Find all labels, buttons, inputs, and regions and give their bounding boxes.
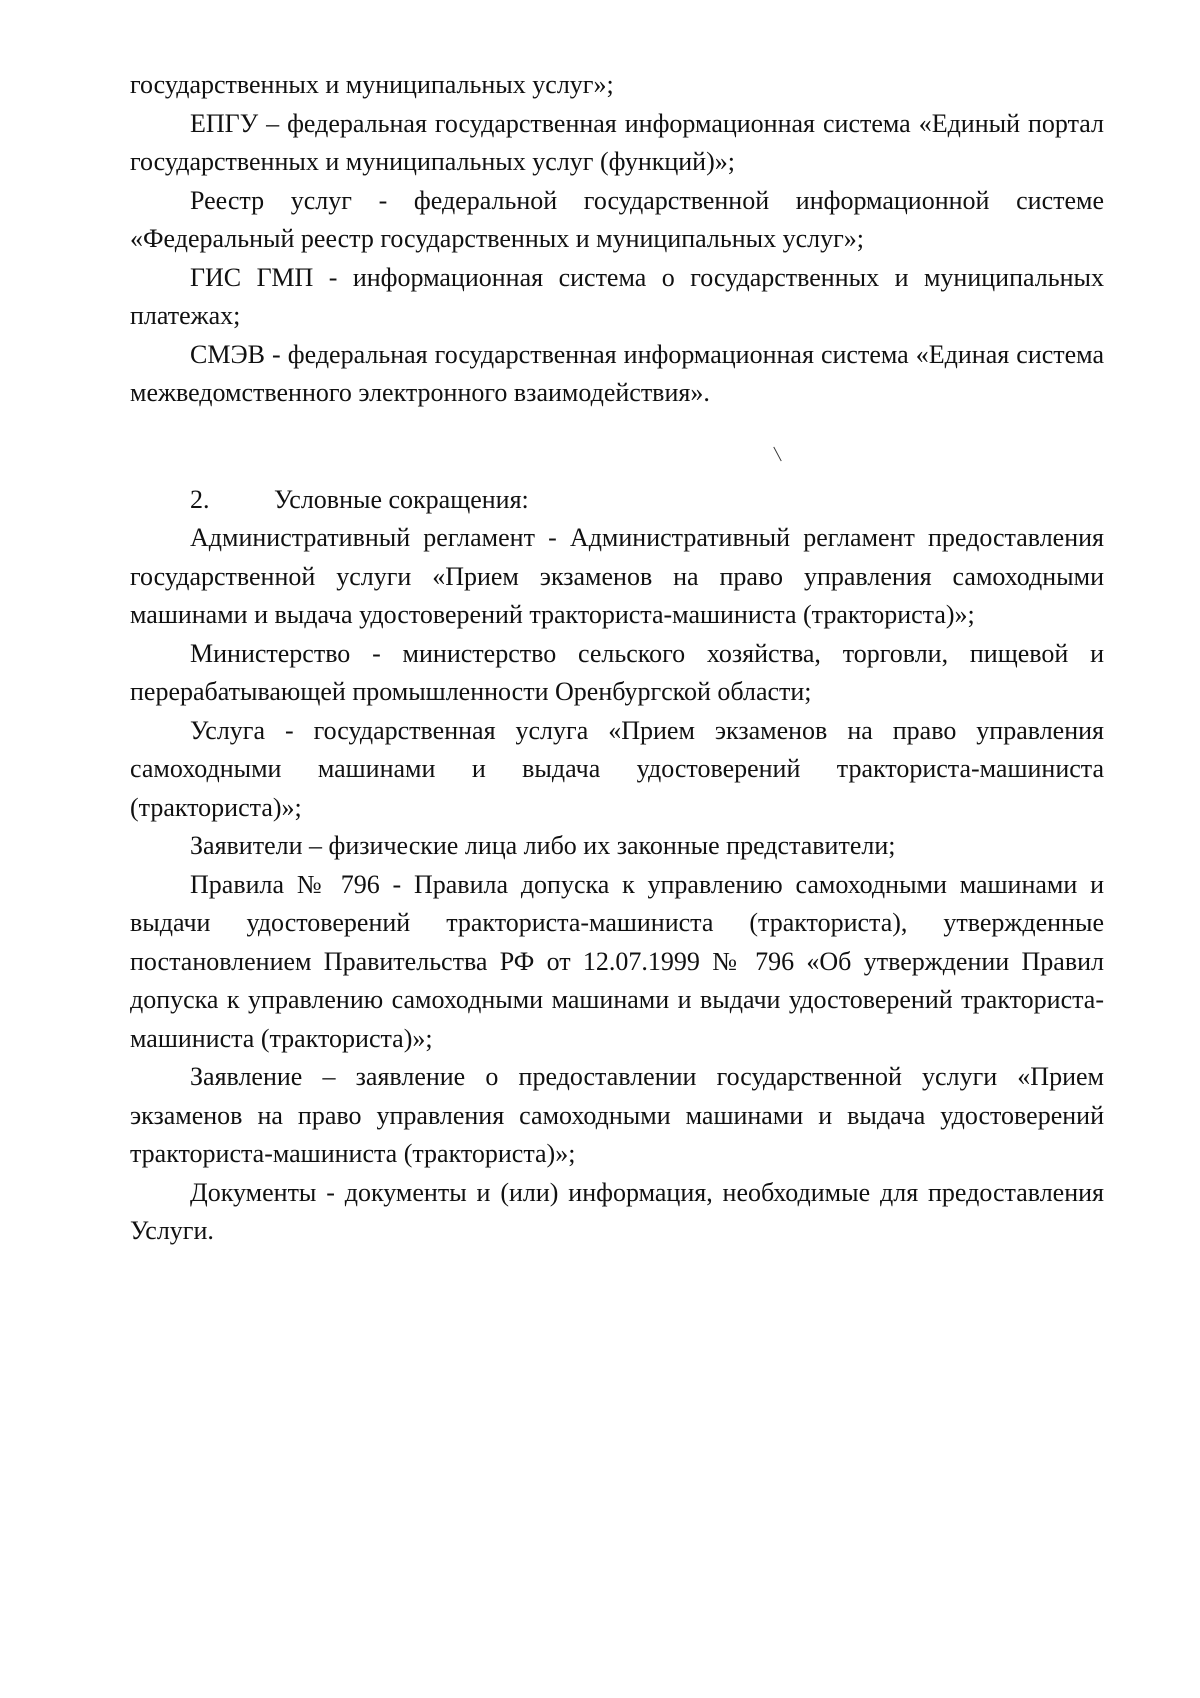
paragraph-gis-gmp: ГИС ГМП - информационная система о государственных и муниципальных платежах; — [130, 262, 1104, 330]
scan-artifact-mark — [773, 447, 781, 462]
paragraph-applicants: Заявители – физические лица либо их законные представители; — [190, 831, 896, 860]
paragraph-documents: Документы - документы и (или) информация, необходимые для предоставления Услуги. — [130, 1177, 1104, 1245]
paragraph-application: Заявление – заявление о предоставлении государственной услуги «Прием экзаменов на право управления самоходными машинами и выдача удостоверений тракториста-машиниста (тракториста)»; — [130, 1062, 1104, 1168]
section-title: Условные сокращения: — [274, 485, 529, 514]
paragraph-ministry: Министерство - министерство сельского хозяйства, торговли, пищевой и перерабатывающей промышленности Оренбургской области; — [130, 638, 1104, 706]
section-2-abbreviations — [130, 519, 1104, 1251]
paragraph-continuation: государственных и муниципальных услуг»; — [130, 70, 614, 99]
section-2-heading — [190, 481, 529, 520]
paragraph-service: Услуга - государственная услуга «Прием экзаменов на право управления самоходными машинами и выдача удостоверений тракториста-машиниста (тракториста)»; — [130, 715, 1104, 822]
paragraph-smev: СМЭВ - федеральная государственная информационная система «Единая система межведомственного электронного взаимодействия». — [130, 339, 1104, 407]
paragraph-epgu: ЕПГУ – федеральная государственная информационная система «Единый портал государственных и муниципальных услуг (функций)»; — [130, 108, 1104, 176]
paragraph-rules-796: Правила № 796 - Правила допуска к управлению самоходными машинами и выдачи удостоверений тракториста-машиниста (тракториста), утвержденные постановлением Правительства РФ от 12.07.1999 № 796 «Об утверждении Правил допуска к управлению самоходными машинами и выдачи удостоверений тракториста-машиниста (тракториста)»; — [130, 869, 1104, 1053]
section-1-definitions — [130, 66, 1104, 413]
section-number: 2. — [190, 485, 210, 514]
paragraph-registry: Реестр услуг - федеральной государственной информационной системе «Федеральный реестр государственных и муниципальных услуг»; — [130, 185, 1104, 253]
paragraph-admin-reglament: Административный регламент - Административный регламент предоставления государственной услуги «Прием экзаменов на право управления самоходными машинами и выдача удостоверений тракториста-машиниста (тракториста)»; — [130, 523, 1104, 629]
